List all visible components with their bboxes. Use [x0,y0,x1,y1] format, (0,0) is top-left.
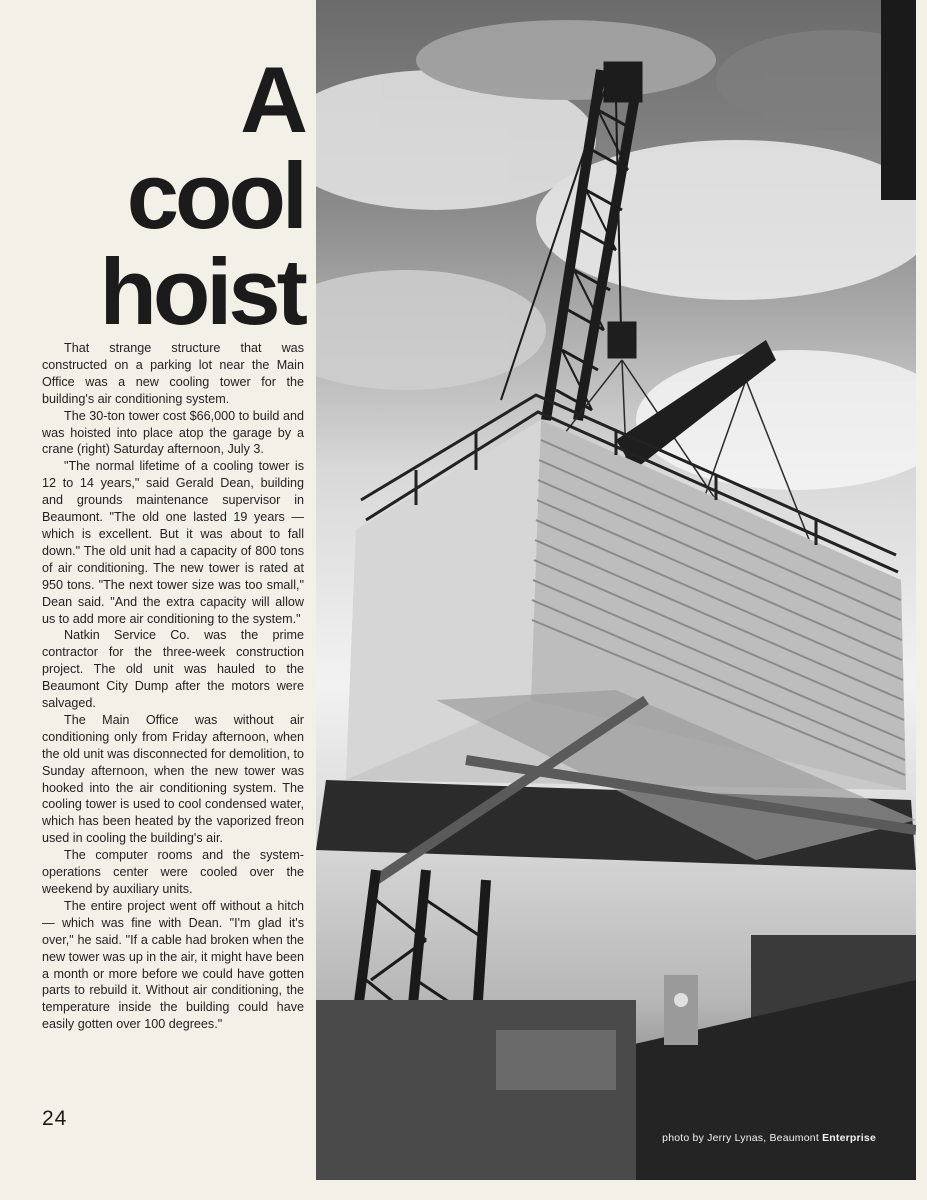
headline-line-2: cool [126,143,304,248]
headline-line-3: hoist [99,239,304,344]
paragraph: That strange structure that was constructed on a parking lot near the Main Office was a new cooling tower for the building's air conditioning system. [42,341,304,406]
photo-credit [662,1132,876,1144]
photo-credit-prefix: photo by Jerry Lynas, Beaumont [662,1132,823,1144]
headline [42,47,304,344]
paragraph: The computer rooms and the system-operations center were cooled over the weekend by auxiliary units. [42,848,304,896]
paragraph: The Main Office was without air conditioning only from Friday afternoon, when the old unit was disconnected for demolition, to Sunday afternoon, when the new tower was hooked into the air conditioning system. The cooling tower is used to cool condensed water, which has been heated by the vaporized freon used in cooling the building's air. [42,712,304,846]
paragraph: The 30-ton tower cost $66,000 to build and was hoisted into place atop the garage by a crane (right) Saturday afternoon, July 3. [42,408,304,457]
article-column [42,0,304,1200]
page-number: 24 [42,1107,68,1130]
edge-building [881,0,916,200]
photo-credit-source: Enterprise [822,1132,876,1144]
photo-illustration [316,0,916,1180]
crane-photo [316,0,916,1180]
headline-line-1: A [240,47,304,152]
paragraph: "The normal lifetime of a cooling tower is 12 to 14 years," said Gerald Dean, building and grounds maintenance supervisor in Beaumont. "The old one lasted 19 years — which is excellent. But it was about to fall down." The old unit had a capacity of 800 tons of air conditioning. The new tower is rated at 950 tons. "The next tower size was too small," Dean said. "And the extra capacity will allow us to add more air conditioning to the system." [42,459,304,626]
paragraph: The entire project went off without a hitch — which was fine with Dean. "I'm glad it's over," he said. "If a cable had broken when the new tower was up in the air, it might have been a month or more before we could have gotten parts to rebuild it. Without air conditioning, the temperature inside the building could have easily gotten over 100 degrees." [42,898,304,1032]
paragraph: Natkin Service Co. was the prime contractor for the three-week construction project. The old unit was hauled to the Beaumont City Dump after the motors were salvaged. [42,628,304,711]
article-body [42,340,304,1033]
